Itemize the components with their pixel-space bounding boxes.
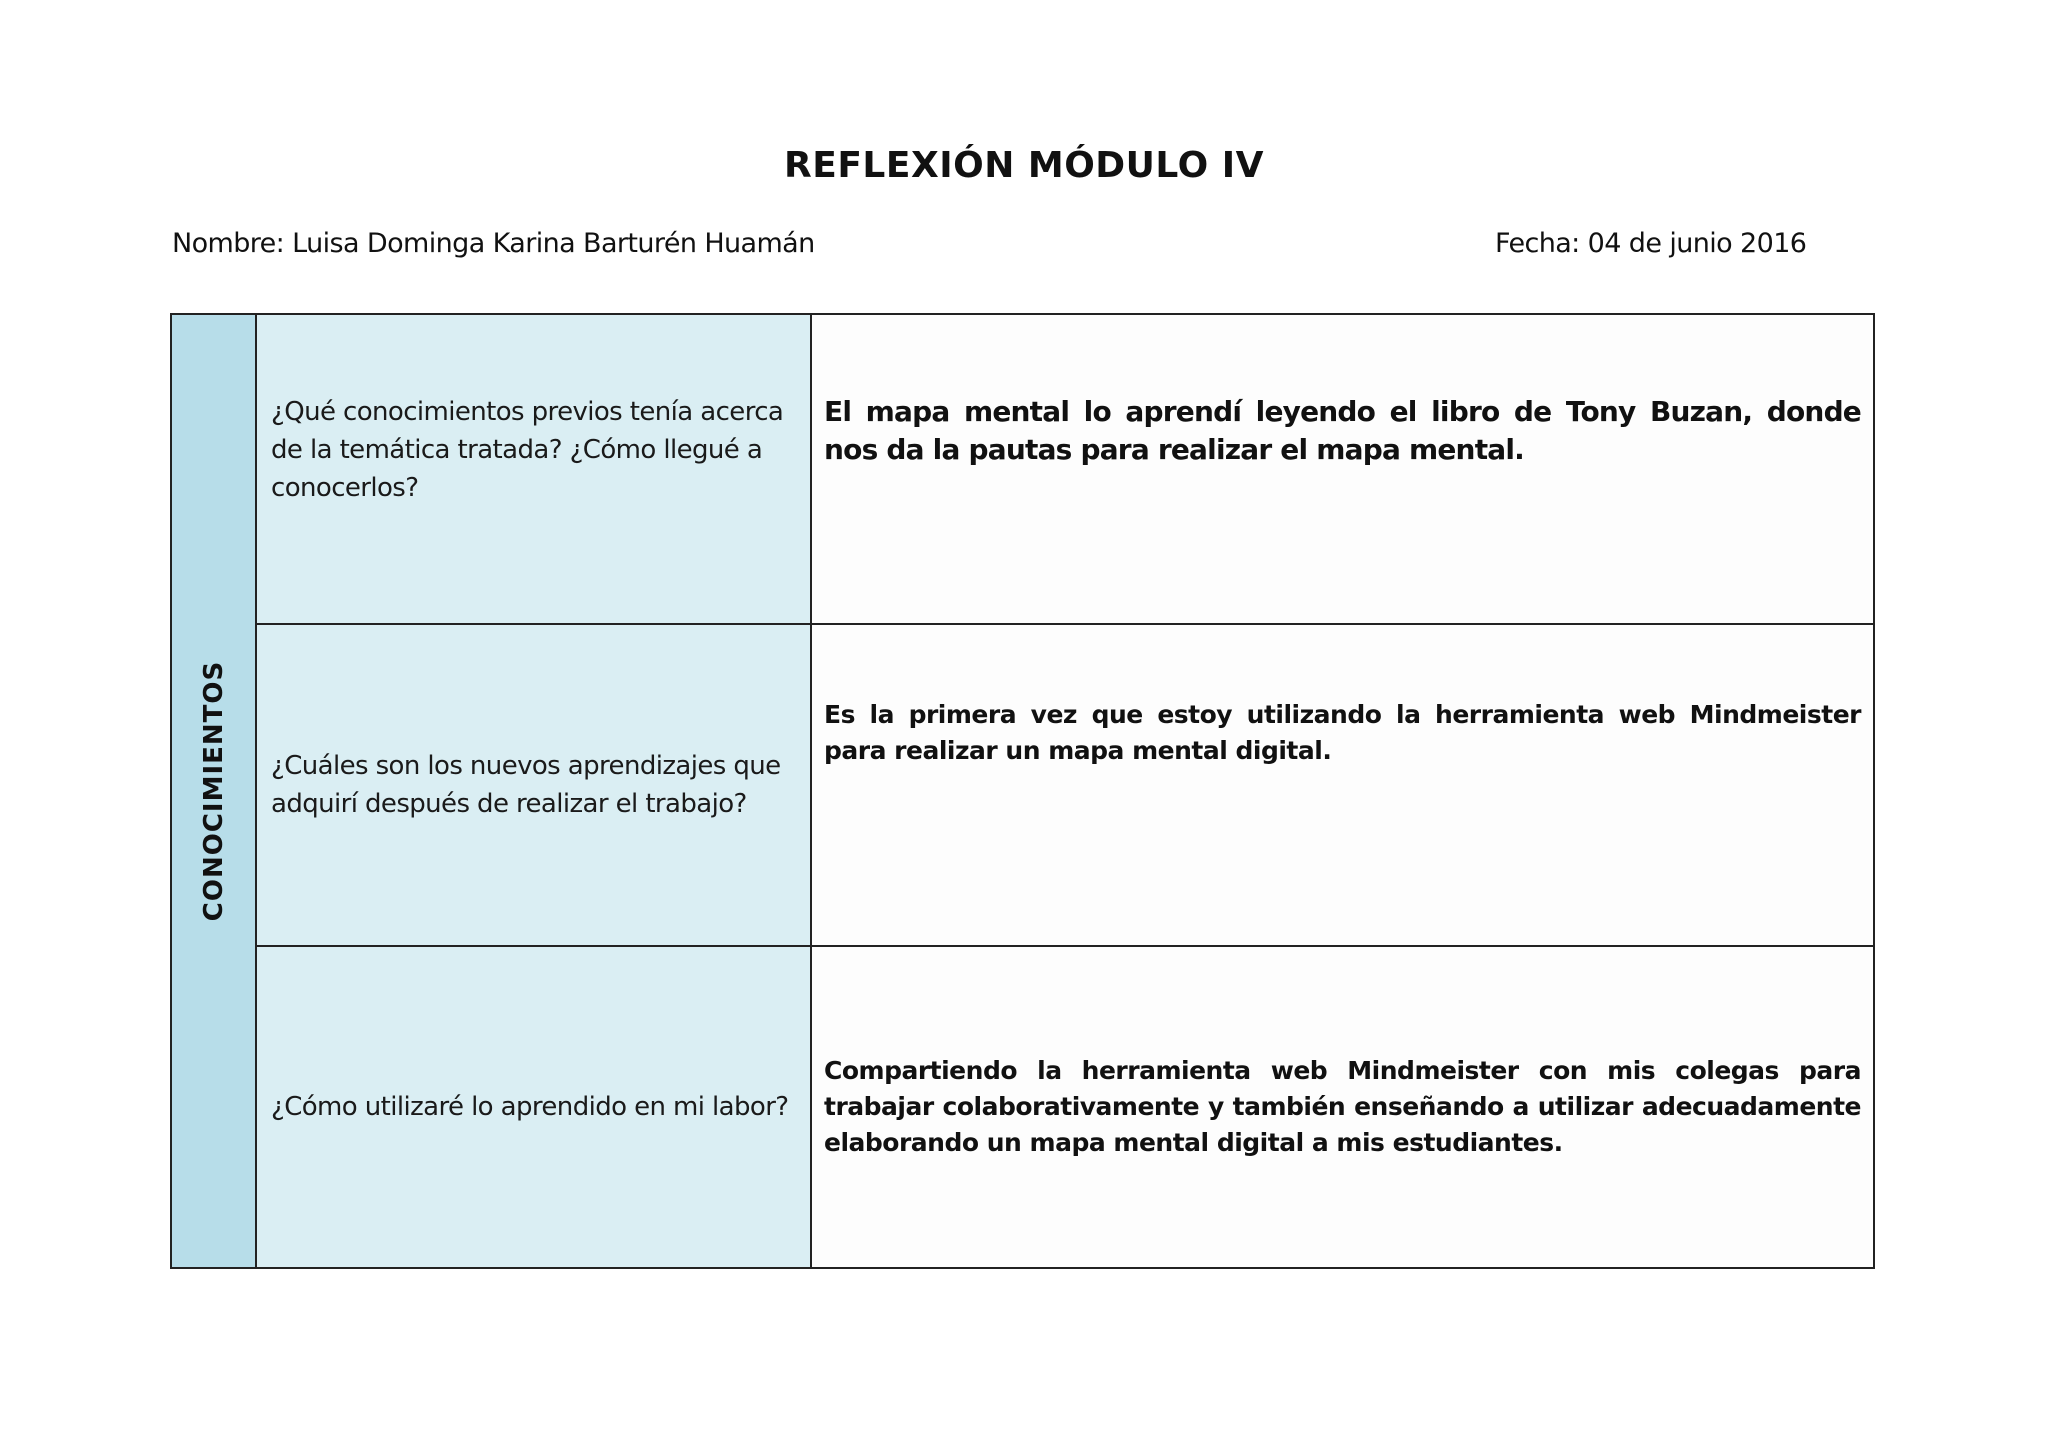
question-cell-1	[257, 315, 812, 625]
question-text: ¿Cuáles son los nuevos aprendizajes que adquirí después de realizar el trabajo?	[271, 751, 781, 819]
answer-text: Compartiendo la herramienta web Mindmeister con mis colegas para trabajar colaborativamente y también enseñando a utilizar adecuadamente elaborando un mapa mental digital a mis estudiantes.	[824, 1056, 1861, 1157]
answer-cell-2	[812, 625, 1873, 947]
answer-cell-3	[812, 947, 1873, 1267]
section-cell	[172, 315, 257, 1267]
section-label: CONOCIMIENTOS	[198, 660, 229, 922]
answer-text: El mapa mental lo aprendí leyendo el libro de Tony Buzan, donde nos da la pautas para realizar el mapa mental.	[824, 395, 1861, 466]
question-text: ¿Qué conocimientos previos tenía acerca de la temática tratada? ¿Cómo llegué a conocerlos?	[271, 397, 784, 503]
question-cell-3	[257, 947, 812, 1267]
document-date: Fecha: 04 de junio 2016	[1495, 228, 1807, 259]
answer-text: Es la primera vez que estoy utilizando la herramienta web Mindmeister para realizar un mapa mental digital.	[824, 700, 1861, 765]
question-text: ¿Cómo utilizaré lo aprendido en mi labor?	[271, 1092, 789, 1122]
reflection-table	[170, 313, 1875, 1269]
page-title: REFLEXIÓN MÓDULO IV	[784, 145, 1264, 186]
question-cell-2	[257, 625, 812, 947]
student-name: Nombre: Luisa Dominga Karina Barturén Huamán	[172, 228, 815, 259]
answer-cell-1	[812, 315, 1873, 625]
